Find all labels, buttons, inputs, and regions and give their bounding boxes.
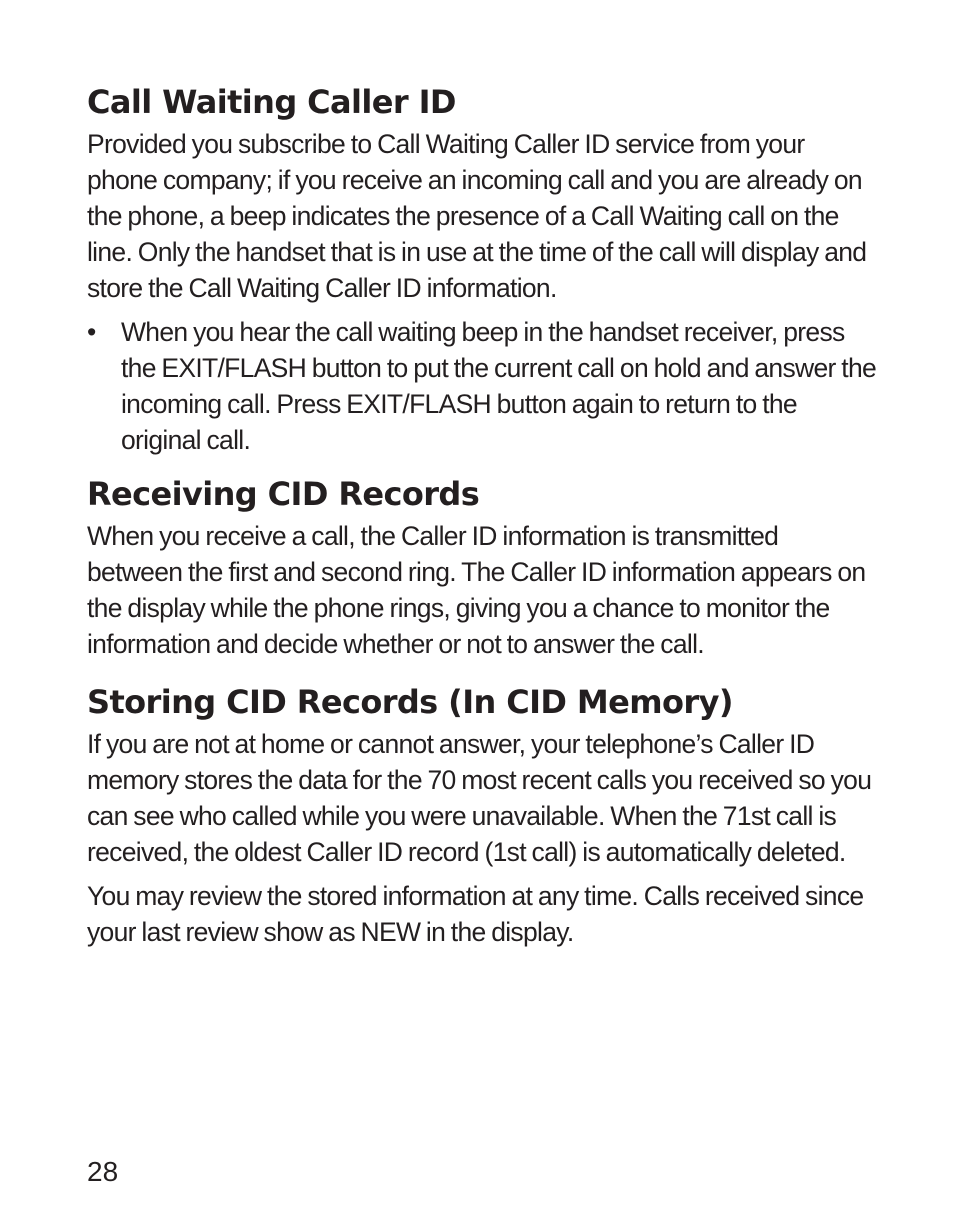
heading-receiving-cid-records: Receiving CID Records bbox=[87, 475, 480, 513]
manual-page bbox=[87, 82, 877, 950]
paragraph-call-waiting-intro: Provided you subscribe to Call Waiting Caller ID service from your phone company; if you receive an incoming call and you are already on the phone, a beep indicates the presence of a Call Waiting call on the line. Only the handset that is in use at the time of the call will display and store the Call Waiting Caller ID information. bbox=[87, 129, 867, 303]
paragraph-receiving-cid: When you receive a call, the Caller ID information is transmitted between the first and second ring. The Caller ID information appears on the display while the phone rings, giving you a chance to monitor the information and decide whether or not to answer the call. bbox=[87, 521, 866, 659]
heading-call-waiting-caller-id: Call Waiting Caller ID bbox=[87, 83, 456, 121]
bullet-list bbox=[87, 314, 877, 458]
section-call-waiting-caller-id bbox=[87, 82, 877, 458]
bullet-item-exit-flash bbox=[87, 314, 877, 458]
page-number: 28 bbox=[87, 1156, 119, 1187]
bullet-text: When you hear the call waiting beep in the handset receiver, press the EXIT/FLASH button to put the current call on hold and answer the incoming call. Press EXIT/FLASH button again to return to the original call. bbox=[121, 317, 877, 455]
heading-storing-cid-records: Storing CID Records (In CID Memory) bbox=[87, 683, 733, 721]
section-storing-cid-records bbox=[87, 682, 877, 950]
paragraph-review-stored-info: You may review the stored information at any time. Calls received since your last review show as NEW in the display. bbox=[87, 881, 864, 947]
bullet-icon: • bbox=[87, 317, 96, 347]
section-receiving-cid-records bbox=[87, 474, 877, 662]
paragraph-storing-cid-memory: If you are not at home or cannot answer, your telephone’s Caller ID memory stores the data for the 70 most recent calls you received so you can see who called while you were unavailable. When the 71st call is received, the oldest Caller ID record (1st call) is automatically deleted. bbox=[87, 729, 872, 867]
